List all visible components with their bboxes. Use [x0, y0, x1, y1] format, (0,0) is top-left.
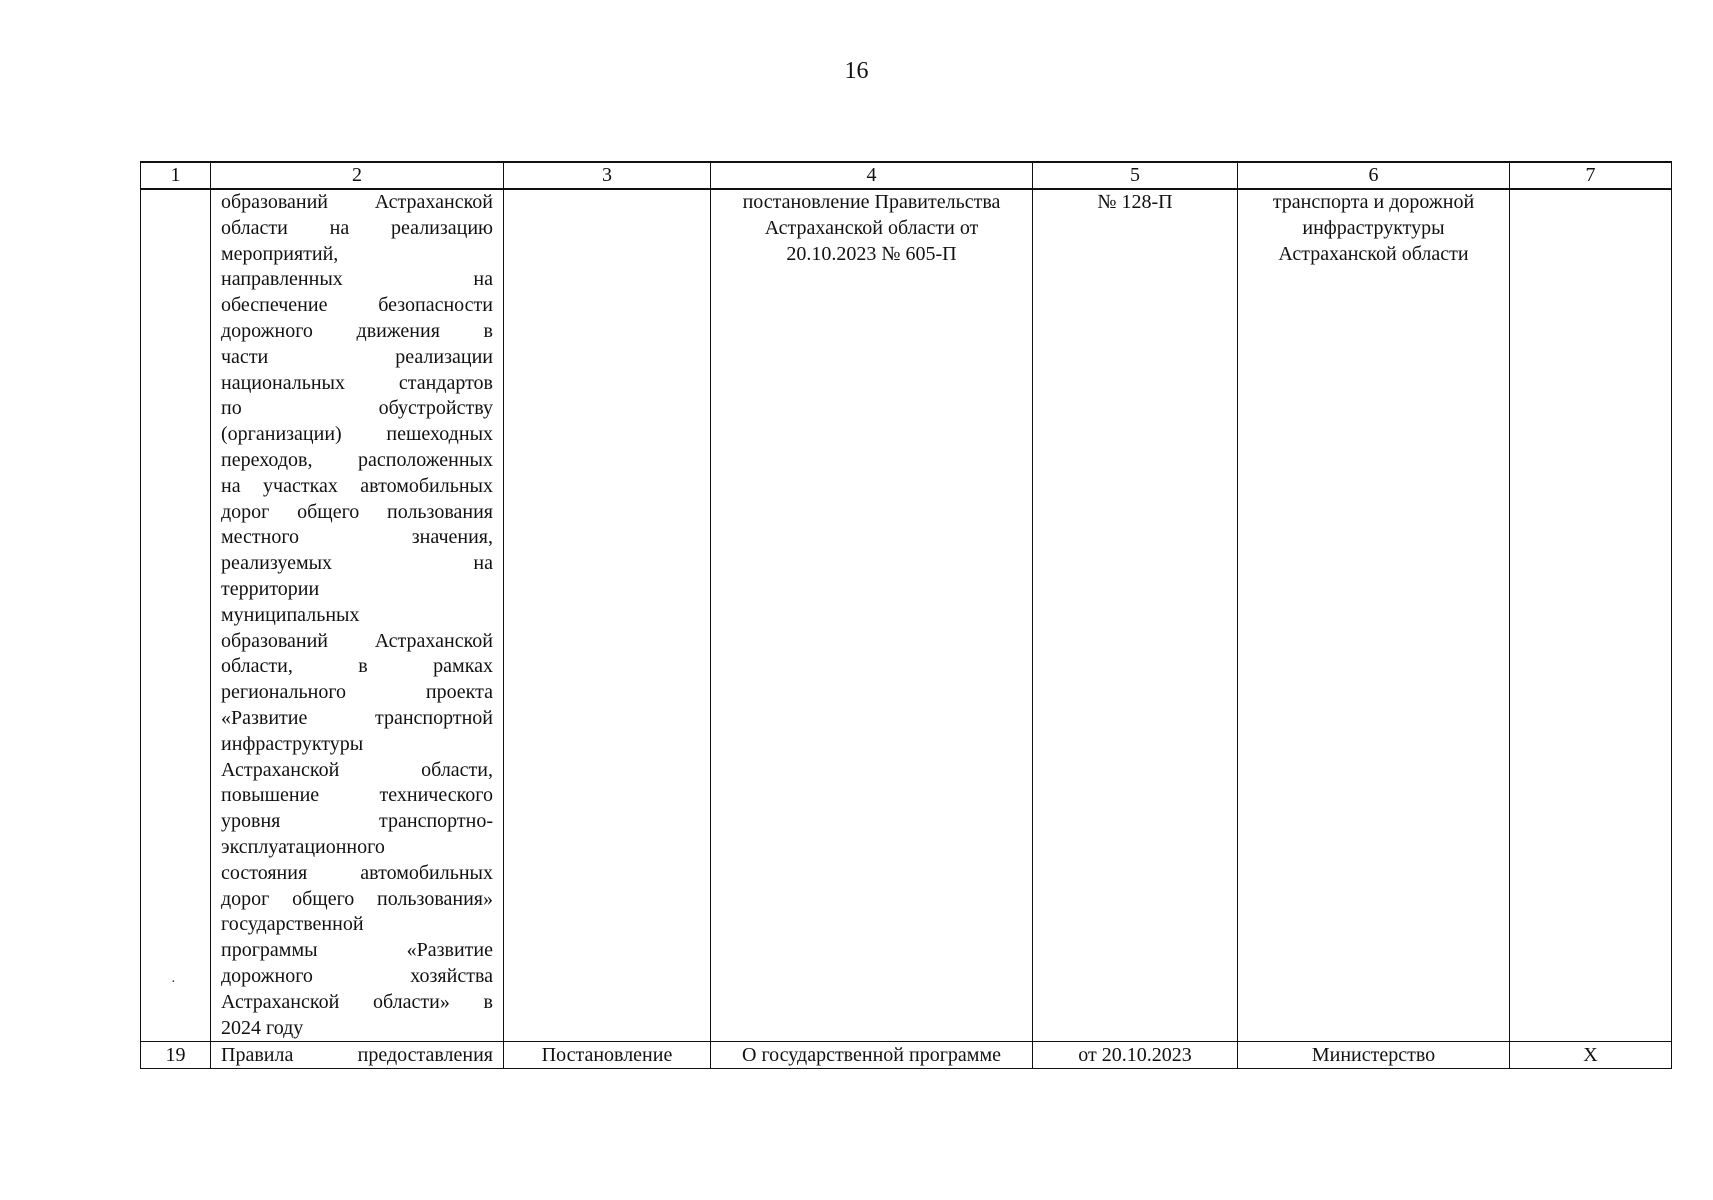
document-name-line: направленных на: [221, 268, 493, 291]
document-title-cell: О государственной программе: [711, 1042, 1033, 1069]
document-name-line: повышение технического: [221, 784, 493, 807]
document-name-line: части реализации: [221, 345, 493, 368]
responsible-body-cell: [1238, 189, 1510, 1042]
document-type-cell: Постановление: [504, 1042, 711, 1069]
column-number-header: 3: [504, 162, 711, 189]
document-name-line: образований Астраханской: [221, 629, 493, 652]
document-name-line: реализуемых на: [221, 552, 493, 575]
column-number-header: 6: [1238, 162, 1510, 189]
document-name-line: эксплуатационного: [221, 835, 385, 858]
document-name-line: области на реализацию: [221, 216, 493, 239]
document-title-line: постановление Правительства: [742, 191, 1001, 213]
document-number-cell: [1033, 189, 1238, 1042]
document-name-line: 2024 году: [221, 1016, 304, 1039]
document-title-line: Астраханской области от: [764, 216, 979, 239]
responsible-body-cell: Министерство: [1238, 1042, 1510, 1069]
margin-mark: ·: [171, 975, 176, 990]
document-name-line: территории: [221, 577, 320, 600]
document-name-line: образований Астраханской: [221, 191, 493, 213]
document-name-line: переходов, расположенных: [221, 448, 493, 471]
document-name-line: уровня транспортно-: [221, 810, 493, 833]
notes-cell: [1510, 189, 1672, 1042]
document-name-line: дорог общего пользования: [221, 500, 493, 523]
responsible-body-line: транспорта и дорожной: [1272, 191, 1475, 213]
document-name-line: (организации) пешеходных: [221, 423, 493, 446]
document-name-line: программы «Развитие: [221, 939, 493, 962]
document-name-line: государственной: [221, 913, 364, 936]
document-name-line: по обустройству: [221, 397, 493, 420]
column-number-header: 1: [141, 162, 211, 189]
responsible-body-line: инфраструктуры: [1302, 216, 1445, 239]
document-name-line: обеспечение безопасности: [221, 294, 493, 317]
column-number-header: 5: [1033, 162, 1238, 189]
document-type-cell: [504, 189, 711, 1042]
column-number-header: 2: [211, 162, 504, 189]
table-header-row: [141, 162, 1672, 189]
document-name-line: дорожного движения в: [221, 319, 493, 342]
document-name-line: национальных стандартов: [221, 371, 493, 394]
document-number-cell: от 20.10.2023: [1033, 1042, 1238, 1069]
column-number-header: 4: [711, 162, 1033, 189]
document-title-cell: [711, 189, 1033, 1042]
page-number: 16: [844, 58, 869, 84]
document-name-line: муниципальных: [221, 603, 360, 626]
document-name-line: состояния автомобильных: [221, 861, 493, 884]
document-title-line: 20.10.2023 № 605-П: [786, 242, 957, 265]
document-name-line: области, в рамках: [221, 655, 493, 678]
document-name-line: инфраструктуры: [221, 732, 364, 755]
responsible-body-line: Астраханской области: [1278, 242, 1469, 265]
document-name-line: Астраханской области» в: [221, 990, 493, 1013]
document-name-line: «Развитие транспортной: [221, 706, 493, 729]
document-name-cell: [211, 1042, 504, 1069]
column-number-header: 7: [1510, 162, 1672, 189]
table-row: [141, 189, 1672, 1042]
document-name-line: дорог общего пользования»: [221, 887, 493, 910]
document-number-line: № 128-П: [1097, 191, 1173, 213]
document-name-text: Правила предоставления: [221, 1044, 493, 1067]
document-name-line: дорожного хозяйства: [221, 964, 493, 987]
document-table: [140, 161, 1672, 1069]
document-name-line: на участках автомобильных: [221, 474, 493, 497]
notes-cell: X: [1510, 1042, 1672, 1069]
table-row: [141, 1042, 1672, 1069]
row-number-cell: [141, 189, 211, 1042]
document-name-line: Астраханской области,: [221, 758, 493, 781]
document-name-line: местного значения,: [221, 526, 493, 549]
document-name-line: регионального проекта: [221, 681, 493, 704]
row-number-cell: 19: [141, 1042, 211, 1069]
document-name-cell: [211, 189, 504, 1042]
document-name-line: мероприятий,: [221, 242, 339, 265]
